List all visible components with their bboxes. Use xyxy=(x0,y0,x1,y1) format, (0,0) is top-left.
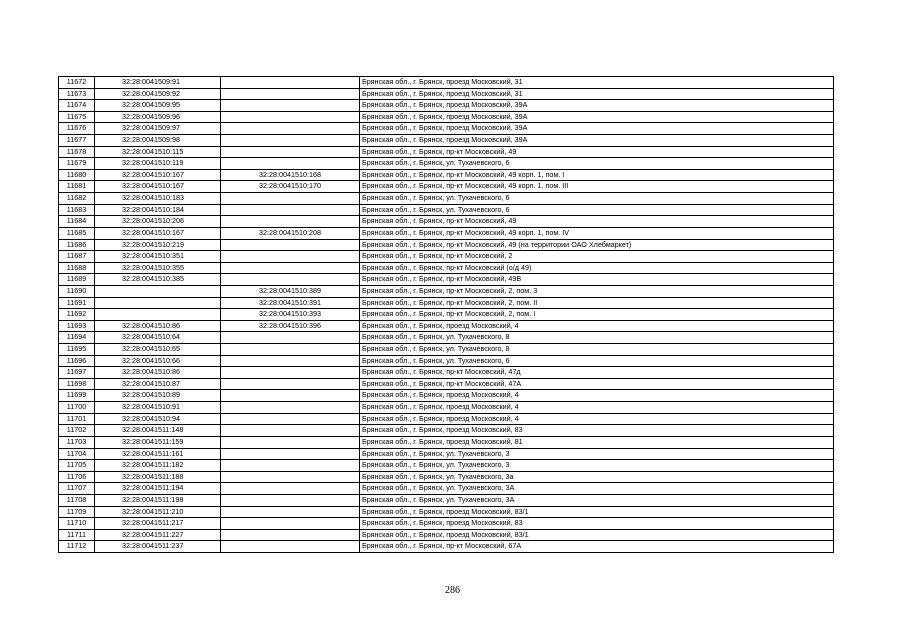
address-cell: Брянская обл., г. Брянск, пр-кт Московский, 47д xyxy=(360,367,834,379)
address-cell: Брянская обл., г. Брянск, ул. Тухачевского, 6 xyxy=(360,158,834,170)
related-cadastral-number-cell: 32:28:0041510:391 xyxy=(221,297,360,309)
related-cadastral-number-cell: 32:28:0041510:393 xyxy=(221,309,360,321)
table-row xyxy=(59,169,834,181)
cadastral-number-cell xyxy=(95,309,221,321)
row-number-cell: 11673 xyxy=(59,88,95,100)
row-number-cell: 11694 xyxy=(59,332,95,344)
table-row xyxy=(59,541,834,553)
address-cell: Брянская обл., г. Брянск, ул. Тухачевского, 8 xyxy=(360,344,834,356)
cadastral-number-cell: 32:28:0041510:115 xyxy=(95,146,221,158)
row-number-cell: 11678 xyxy=(59,146,95,158)
table-row xyxy=(59,227,834,239)
related-cadastral-number-cell xyxy=(221,448,360,460)
cadastral-number-cell: 32:28:0041511:217 xyxy=(95,518,221,530)
registry-table-body xyxy=(59,77,834,553)
related-cadastral-number-cell xyxy=(221,146,360,158)
row-number-cell: 11690 xyxy=(59,285,95,297)
cadastral-number-cell: 32:28:0041509:98 xyxy=(95,135,221,147)
row-number-cell: 11711 xyxy=(59,529,95,541)
cadastral-number-cell: 32:28:0041510:355 xyxy=(95,262,221,274)
address-cell: Брянская обл., г. Брянск, пр-кт Московский, 47А xyxy=(360,378,834,390)
address-cell: Брянская обл., г. Брянск, пр-кт Московский, 49 xyxy=(360,146,834,158)
related-cadastral-number-cell xyxy=(221,541,360,553)
table-row xyxy=(59,529,834,541)
cadastral-number-cell: 32:28:0041511:148 xyxy=(95,425,221,437)
related-cadastral-number-cell xyxy=(221,100,360,112)
address-cell: Брянская обл., г. Брянск, пр-кт Московский, 49 xyxy=(360,216,834,228)
table-row xyxy=(59,494,834,506)
table-row xyxy=(59,251,834,263)
address-cell: Брянская обл., г. Брянск, ул. Тухачевского, 3 xyxy=(360,460,834,472)
table-row xyxy=(59,425,834,437)
row-number-cell: 11701 xyxy=(59,413,95,425)
related-cadastral-number-cell xyxy=(221,471,360,483)
cadastral-number-cell xyxy=(95,297,221,309)
related-cadastral-number-cell xyxy=(221,529,360,541)
address-cell: Брянская обл., г. Брянск, проезд Московский, 39А xyxy=(360,111,834,123)
address-cell: Брянская обл., г. Брянск, проезд Московский, 4 xyxy=(360,413,834,425)
cadastral-number-cell: 32:28:0041510:64 xyxy=(95,332,221,344)
row-number-cell: 11696 xyxy=(59,355,95,367)
address-cell: Брянская обл., г. Брянск, ул. Тухачевского, 6 xyxy=(360,204,834,216)
address-cell: Брянская обл., г. Брянск, пр-кт Московский, 49В xyxy=(360,274,834,286)
related-cadastral-number-cell xyxy=(221,367,360,379)
address-cell: Брянская обл., г. Брянск, проезд Московский, 39А xyxy=(360,100,834,112)
address-cell: Брянская обл., г. Брянск, пр-кт Московский, 2, пом. II xyxy=(360,297,834,309)
address-cell: Брянская обл., г. Брянск, проезд Московский, 83/1 xyxy=(360,506,834,518)
related-cadastral-number-cell xyxy=(221,506,360,518)
related-cadastral-number-cell xyxy=(221,158,360,170)
related-cadastral-number-cell xyxy=(221,402,360,414)
address-cell: Брянская обл., г. Брянск, ул. Тухачевского, 3А xyxy=(360,483,834,495)
cadastral-number-cell: 32:28:0041509:92 xyxy=(95,88,221,100)
table-row xyxy=(59,460,834,472)
table-row xyxy=(59,332,834,344)
cadastral-number-cell: 32:28:0041511:194 xyxy=(95,483,221,495)
related-cadastral-number-cell: 32:28:0041510:396 xyxy=(221,320,360,332)
row-number-cell: 11672 xyxy=(59,77,95,89)
address-cell: Брянская обл., г. Брянск, ул. Тухачевского, 3 xyxy=(360,448,834,460)
table-row xyxy=(59,506,834,518)
table-row xyxy=(59,518,834,530)
row-number-cell: 11710 xyxy=(59,518,95,530)
table-row xyxy=(59,320,834,332)
cadastral-number-cell: 32:28:0041509:95 xyxy=(95,100,221,112)
row-number-cell: 11682 xyxy=(59,193,95,205)
table-row xyxy=(59,135,834,147)
row-number-cell: 11686 xyxy=(59,239,95,251)
cadastral-number-cell: 32:28:0041510:183 xyxy=(95,193,221,205)
row-number-cell: 11699 xyxy=(59,390,95,402)
related-cadastral-number-cell xyxy=(221,135,360,147)
related-cadastral-number-cell xyxy=(221,204,360,216)
related-cadastral-number-cell xyxy=(221,88,360,100)
cadastral-number-cell: 32:28:0041510:184 xyxy=(95,204,221,216)
table-row xyxy=(59,355,834,367)
table-row xyxy=(59,193,834,205)
cadastral-number-cell: 32:28:0041510:89 xyxy=(95,390,221,402)
address-cell: Брянская обл., г. Брянск, пр-кт Московский, 2, пом. I xyxy=(360,309,834,321)
address-cell: Брянская обл., г. Брянск, пр-кт Московский, 67А xyxy=(360,541,834,553)
row-number-cell: 11709 xyxy=(59,506,95,518)
related-cadastral-number-cell: 32:28:0041510:168 xyxy=(221,169,360,181)
address-cell: Брянская обл., г. Брянск, ул. Тухачевского, 8 xyxy=(360,332,834,344)
table-row xyxy=(59,390,834,402)
related-cadastral-number-cell: 32:28:0041510:170 xyxy=(221,181,360,193)
cadastral-number-cell: 32:28:0041510:351 xyxy=(95,251,221,263)
cadastral-number-cell: 32:28:0041510:65 xyxy=(95,344,221,356)
cadastral-number-cell: 32:28:0041510:119 xyxy=(95,158,221,170)
table-row xyxy=(59,111,834,123)
address-cell: Брянская обл., г. Брянск, ул. Тухачевского, 6 xyxy=(360,193,834,205)
address-cell: Брянская обл., г. Брянск, проезд Московский, 4 xyxy=(360,320,834,332)
table-row xyxy=(59,274,834,286)
related-cadastral-number-cell xyxy=(221,378,360,390)
row-number-cell: 11708 xyxy=(59,494,95,506)
related-cadastral-number-cell xyxy=(221,123,360,135)
cadastral-number-cell xyxy=(95,285,221,297)
row-number-cell: 11691 xyxy=(59,297,95,309)
related-cadastral-number-cell xyxy=(221,494,360,506)
address-cell: Брянская обл., г. Брянск, проезд Московский, 83 xyxy=(360,518,834,530)
row-number-cell: 11684 xyxy=(59,216,95,228)
table-row xyxy=(59,158,834,170)
row-number-cell: 11674 xyxy=(59,100,95,112)
table-row xyxy=(59,146,834,158)
row-number-cell: 11698 xyxy=(59,378,95,390)
address-cell: Брянская обл., г. Брянск, пр-кт Московский, 49 (на территории ОАО Хлебмаркет) xyxy=(360,239,834,251)
cadastral-number-cell: 32:28:0041510:167 xyxy=(95,227,221,239)
cadastral-number-cell: 32:28:0041511:182 xyxy=(95,460,221,472)
table-row xyxy=(59,436,834,448)
row-number-cell: 11685 xyxy=(59,227,95,239)
cadastral-number-cell: 32:28:0041510:167 xyxy=(95,169,221,181)
address-cell: Брянская обл., г. Брянск, пр-кт Московский, 49 корп. 1, пом. III xyxy=(360,181,834,193)
row-number-cell: 11712 xyxy=(59,541,95,553)
row-number-cell: 11689 xyxy=(59,274,95,286)
row-number-cell: 11700 xyxy=(59,402,95,414)
cadastral-number-cell: 32:28:0041509:96 xyxy=(95,111,221,123)
row-number-cell: 11688 xyxy=(59,262,95,274)
row-number-cell: 11693 xyxy=(59,320,95,332)
address-cell: Брянская обл., г. Брянск, проезд Московский, 31 xyxy=(360,77,834,89)
cadastral-number-cell: 32:28:0041510:167 xyxy=(95,181,221,193)
cadastral-number-cell: 32:28:0041510:87 xyxy=(95,378,221,390)
cadastral-number-cell: 32:28:0041510:91 xyxy=(95,402,221,414)
cadastral-number-cell: 32:28:0041511:159 xyxy=(95,436,221,448)
cadastral-number-cell: 32:28:0041511:210 xyxy=(95,506,221,518)
related-cadastral-number-cell xyxy=(221,483,360,495)
registry-table xyxy=(58,76,834,553)
table-row xyxy=(59,88,834,100)
cadastral-number-cell: 32:28:0041510:66 xyxy=(95,355,221,367)
table-row xyxy=(59,413,834,425)
table-row xyxy=(59,262,834,274)
table-row xyxy=(59,181,834,193)
related-cadastral-number-cell xyxy=(221,274,360,286)
related-cadastral-number-cell: 32:28:0041510:389 xyxy=(221,285,360,297)
table-row xyxy=(59,483,834,495)
row-number-cell: 11707 xyxy=(59,483,95,495)
page-number: 286 xyxy=(445,585,460,596)
related-cadastral-number-cell xyxy=(221,77,360,89)
row-number-cell: 11706 xyxy=(59,471,95,483)
cadastral-number-cell: 32:28:0041510:385 xyxy=(95,274,221,286)
table-row xyxy=(59,367,834,379)
address-cell: Брянская обл., г. Брянск, пр-кт Московский, 2, пом. 3 xyxy=(360,285,834,297)
related-cadastral-number-cell xyxy=(221,239,360,251)
related-cadastral-number-cell xyxy=(221,355,360,367)
address-cell: Брянская обл., г. Брянск, пр-кт Московский, 49 корп. 1, пом. IV xyxy=(360,227,834,239)
table-row xyxy=(59,285,834,297)
related-cadastral-number-cell xyxy=(221,332,360,344)
row-number-cell: 11692 xyxy=(59,309,95,321)
related-cadastral-number-cell xyxy=(221,193,360,205)
row-number-cell: 11697 xyxy=(59,367,95,379)
address-cell: Брянская обл., г. Брянск, пр-кт Московский (о/д 49) xyxy=(360,262,834,274)
table-row xyxy=(59,448,834,460)
table-row xyxy=(59,402,834,414)
related-cadastral-number-cell xyxy=(221,413,360,425)
address-cell: Брянская обл., г. Брянск, ул. Тухачевского, 3А xyxy=(360,494,834,506)
cadastral-number-cell: 32:28:0041510:86 xyxy=(95,320,221,332)
cadastral-number-cell: 32:28:0041511:237 xyxy=(95,541,221,553)
row-number-cell: 11695 xyxy=(59,344,95,356)
related-cadastral-number-cell xyxy=(221,436,360,448)
related-cadastral-number-cell xyxy=(221,390,360,402)
table-row xyxy=(59,309,834,321)
cadastral-number-cell: 32:28:0041511:161 xyxy=(95,448,221,460)
address-cell: Брянская обл., г. Брянск, проезд Московский, 83 xyxy=(360,425,834,437)
address-cell: Брянская обл., г. Брянск, ул. Тухачевского, 3а xyxy=(360,471,834,483)
related-cadastral-number-cell xyxy=(221,111,360,123)
table-row xyxy=(59,100,834,112)
cadastral-number-cell: 32:28:0041509:97 xyxy=(95,123,221,135)
table-row xyxy=(59,123,834,135)
table-row xyxy=(59,297,834,309)
address-cell: Брянская обл., г. Брянск, проезд Московский, 4 xyxy=(360,390,834,402)
table-row xyxy=(59,471,834,483)
cadastral-number-cell: 32:28:0041510:86 xyxy=(95,367,221,379)
row-number-cell: 11676 xyxy=(59,123,95,135)
row-number-cell: 11681 xyxy=(59,181,95,193)
address-cell: Брянская обл., г. Брянск, проезд Московский, 4 xyxy=(360,402,834,414)
address-cell: Брянская обл., г. Брянск, пр-кт Московский, 2 xyxy=(360,251,834,263)
row-number-cell: 11703 xyxy=(59,436,95,448)
address-cell: Брянская обл., г. Брянск, проезд Московский, 31 xyxy=(360,88,834,100)
table-row xyxy=(59,239,834,251)
row-number-cell: 11705 xyxy=(59,460,95,472)
cadastral-number-cell: 32:28:0041510:206 xyxy=(95,216,221,228)
table-row xyxy=(59,344,834,356)
related-cadastral-number-cell xyxy=(221,425,360,437)
cadastral-number-cell: 32:28:0041510:219 xyxy=(95,239,221,251)
related-cadastral-number-cell xyxy=(221,518,360,530)
address-cell: Брянская обл., г. Брянск, проезд Московский, 81 xyxy=(360,436,834,448)
address-cell: Брянская обл., г. Брянск, проезд Московский, 83/1 xyxy=(360,529,834,541)
cadastral-number-cell: 32:28:0041511:227 xyxy=(95,529,221,541)
row-number-cell: 11704 xyxy=(59,448,95,460)
cadastral-number-cell: 32:28:0041509:91 xyxy=(95,77,221,89)
cadastral-number-cell: 32:28:0041511:188 xyxy=(95,471,221,483)
row-number-cell: 11680 xyxy=(59,169,95,181)
related-cadastral-number-cell xyxy=(221,460,360,472)
address-cell: Брянская обл., г. Брянск, пр-кт Московский, 49 корп. 1, пом. I xyxy=(360,169,834,181)
table-row xyxy=(59,216,834,228)
cadastral-number-cell: 32:28:0041511:198 xyxy=(95,494,221,506)
row-number-cell: 11675 xyxy=(59,111,95,123)
related-cadastral-number-cell xyxy=(221,344,360,356)
address-cell: Брянская обл., г. Брянск, проезд Московский, 39А xyxy=(360,123,834,135)
related-cadastral-number-cell xyxy=(221,262,360,274)
table-row xyxy=(59,77,834,89)
address-cell: Брянская обл., г. Брянск, ул. Тухачевского, 6 xyxy=(360,355,834,367)
row-number-cell: 11679 xyxy=(59,158,95,170)
related-cadastral-number-cell: 32:28:0041510:208 xyxy=(221,227,360,239)
row-number-cell: 11687 xyxy=(59,251,95,263)
related-cadastral-number-cell xyxy=(221,216,360,228)
address-cell: Брянская обл., г. Брянск, проезд Московский, 39А xyxy=(360,135,834,147)
table-row xyxy=(59,204,834,216)
row-number-cell: 11683 xyxy=(59,204,95,216)
row-number-cell: 11702 xyxy=(59,425,95,437)
row-number-cell: 11677 xyxy=(59,135,95,147)
related-cadastral-number-cell xyxy=(221,251,360,263)
table-row xyxy=(59,378,834,390)
cadastral-number-cell: 32:28:0041510:94 xyxy=(95,413,221,425)
